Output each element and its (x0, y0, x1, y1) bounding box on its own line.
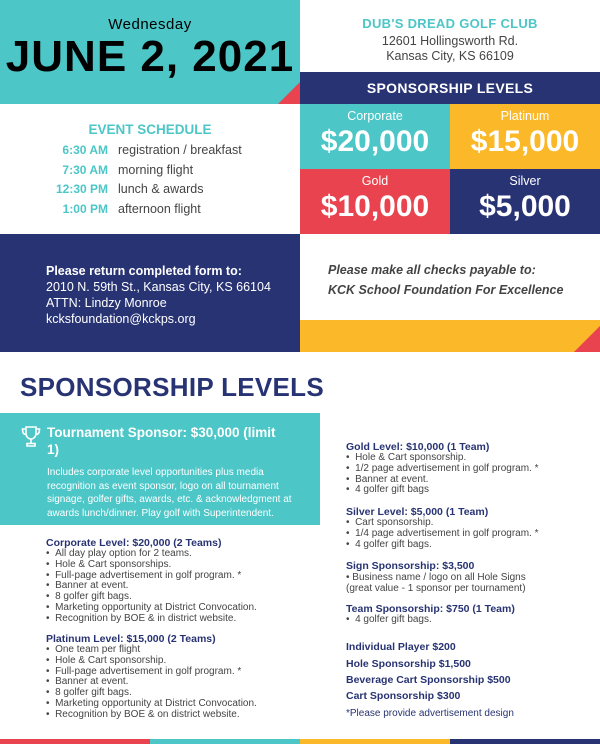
yellow-accent-bar (300, 320, 600, 352)
schedule-desc: morning flight (118, 163, 194, 177)
list-item: • Cart sponsorship. (346, 518, 596, 529)
sponsorship-levels-banner: SPONSORSHIP LEVELS (300, 72, 600, 104)
schedule-time: 7:30 AM (62, 163, 108, 177)
checks-payee: KCK School Foundation For Excellence (328, 283, 564, 297)
level-box-gold (300, 169, 450, 234)
level-box-silver (450, 169, 600, 234)
list-item: • 8 golfer gift bags. (46, 592, 316, 603)
level-amount: $20,000 (320, 125, 430, 158)
team-heading: Team Sponsorship: $750 (1 Team) (346, 603, 515, 615)
gold-heading: Gold Level: $10,000 (1 Team) (346, 441, 490, 453)
corner-triangle (574, 326, 600, 352)
tournament-description: Includes corporate level opportunities plus media recognition as event sponsor, logo on all tournament signage, golfer gifts, awards, etc. & acknowledgment at awards lunch/dinner. Play golf with Superintendent. (47, 467, 292, 519)
list-item: • Full-page advertisement in golf program. * (46, 667, 316, 678)
list-item: • 4 golfer gift bags. (346, 615, 596, 626)
list-item: • 8 golfer gift bags. (46, 688, 316, 699)
level-box-platinum (450, 104, 600, 169)
list-item: • Marketing opportunity at District Convocation. (46, 603, 316, 614)
list-item: • Recognition by BOE & on district website. (46, 710, 316, 721)
schedule-time: 6:30 AM (62, 143, 108, 157)
tournament-title: Tournament Sponsor: $30,000 (limit 1) (47, 425, 276, 457)
extra-hole-sponsorship: Hole Sponsorship $1,500 (346, 658, 471, 670)
schedule-desc: lunch & awards (118, 182, 204, 196)
schedule-desc: afternoon flight (118, 202, 201, 216)
level-amount: $5,000 (479, 190, 571, 223)
footer-stripe (300, 739, 450, 744)
list-item: • Hole & Cart sponsorship. (46, 656, 316, 667)
corporate-level (46, 537, 316, 625)
club-name: DUB'S DREAD GOLF CLUB (362, 16, 538, 31)
level-amount: $15,000 (470, 125, 580, 158)
list-item: • 4 golfer gift bags (346, 485, 596, 496)
club-address-line1: 12601 Hollingsworth Rd. (381, 34, 519, 48)
list-item: • Hole & Cart sponsorships. (46, 560, 316, 571)
level-label: Silver (509, 174, 541, 188)
sign-sponsorship (346, 560, 596, 594)
gold-level (346, 441, 596, 496)
return-address: 2010 N. 59th St., Kansas City, KS 66104 (46, 280, 271, 294)
schedule-row (0, 202, 300, 222)
list-item: • 1/4 page advertisement in golf program. * (346, 529, 596, 540)
platinum-heading: Platinum Level: $15,000 (2 Teams) (46, 633, 216, 645)
extra-cart-sponsorship: Cart Sponsorship $300 (346, 690, 461, 702)
checks-heading: Please make all checks payable to: (328, 263, 536, 277)
list-item: • Banner at event. (46, 677, 316, 688)
return-heading: Please return completed form to: (46, 264, 242, 278)
event-date: JUNE 2, 2021 (5, 32, 295, 81)
list-item: • All day play option for 2 teams. (46, 549, 316, 560)
sign-line1: • Business name / logo on all Hole Signs (346, 572, 526, 583)
list-item: • Marketing opportunity at District Convocation. (46, 699, 316, 710)
schedule-time: 12:30 PM (55, 182, 108, 196)
silver-heading: Silver Level: $5,000 (1 Team) (346, 506, 489, 518)
footer-stripe (450, 739, 600, 744)
level-label: Platinum (500, 109, 550, 123)
advertisement-footnote: *Please provide advertisement design (346, 708, 514, 719)
trophy-icon (20, 425, 42, 449)
return-attn: ATTN: Lindzy Monroe (46, 296, 167, 310)
schedule-row (0, 143, 300, 163)
corner-triangle (278, 82, 300, 104)
footer-stripe (150, 739, 300, 744)
schedule-time: 1:00 PM (62, 202, 108, 216)
silver-level (346, 506, 596, 550)
club-address-line2: Kansas City, KS 66109 (386, 49, 514, 63)
extra-individual-player: Individual Player $200 (346, 641, 456, 653)
level-label: Gold (361, 174, 389, 188)
corporate-heading: Corporate Level: $20,000 (2 Teams) (46, 537, 222, 549)
sign-heading: Sign Sponsorship: $3,500 (346, 560, 475, 572)
footer-stripe (0, 739, 150, 744)
team-sponsorship (346, 603, 596, 626)
level-box-corporate (300, 104, 450, 169)
extra-beverage-cart: Beverage Cart Sponsorship $500 (346, 674, 511, 686)
schedule-desc: registration / breakfast (118, 143, 242, 157)
list-item: • Banner at event. (346, 475, 596, 486)
list-item: • Hole & Cart sponsorship. (346, 453, 596, 464)
schedule-row (0, 163, 300, 183)
level-label: Corporate (347, 109, 403, 123)
list-item: • Recognition by BOE & in district website. (46, 614, 316, 625)
schedule-row (0, 182, 300, 202)
schedule-title: EVENT SCHEDULE (88, 122, 212, 137)
sign-line2: (great value - 1 sponsor per tournament) (346, 583, 526, 594)
section-title: SPONSORSHIP LEVELS (20, 372, 324, 402)
list-item: • One team per flight (46, 645, 316, 656)
list-item: • Full-page advertisement in golf program. * (46, 571, 316, 582)
platinum-level (46, 633, 316, 721)
list-item: • 4 golfer gift bags. (346, 540, 596, 551)
list-item: • 1/2 page advertisement in golf program. * (346, 464, 596, 475)
return-email: kcksfoundation@kckps.org (46, 312, 196, 326)
list-item: • Banner at event. (46, 581, 316, 592)
event-weekday: Wednesday (108, 16, 192, 33)
level-amount: $10,000 (320, 190, 430, 223)
